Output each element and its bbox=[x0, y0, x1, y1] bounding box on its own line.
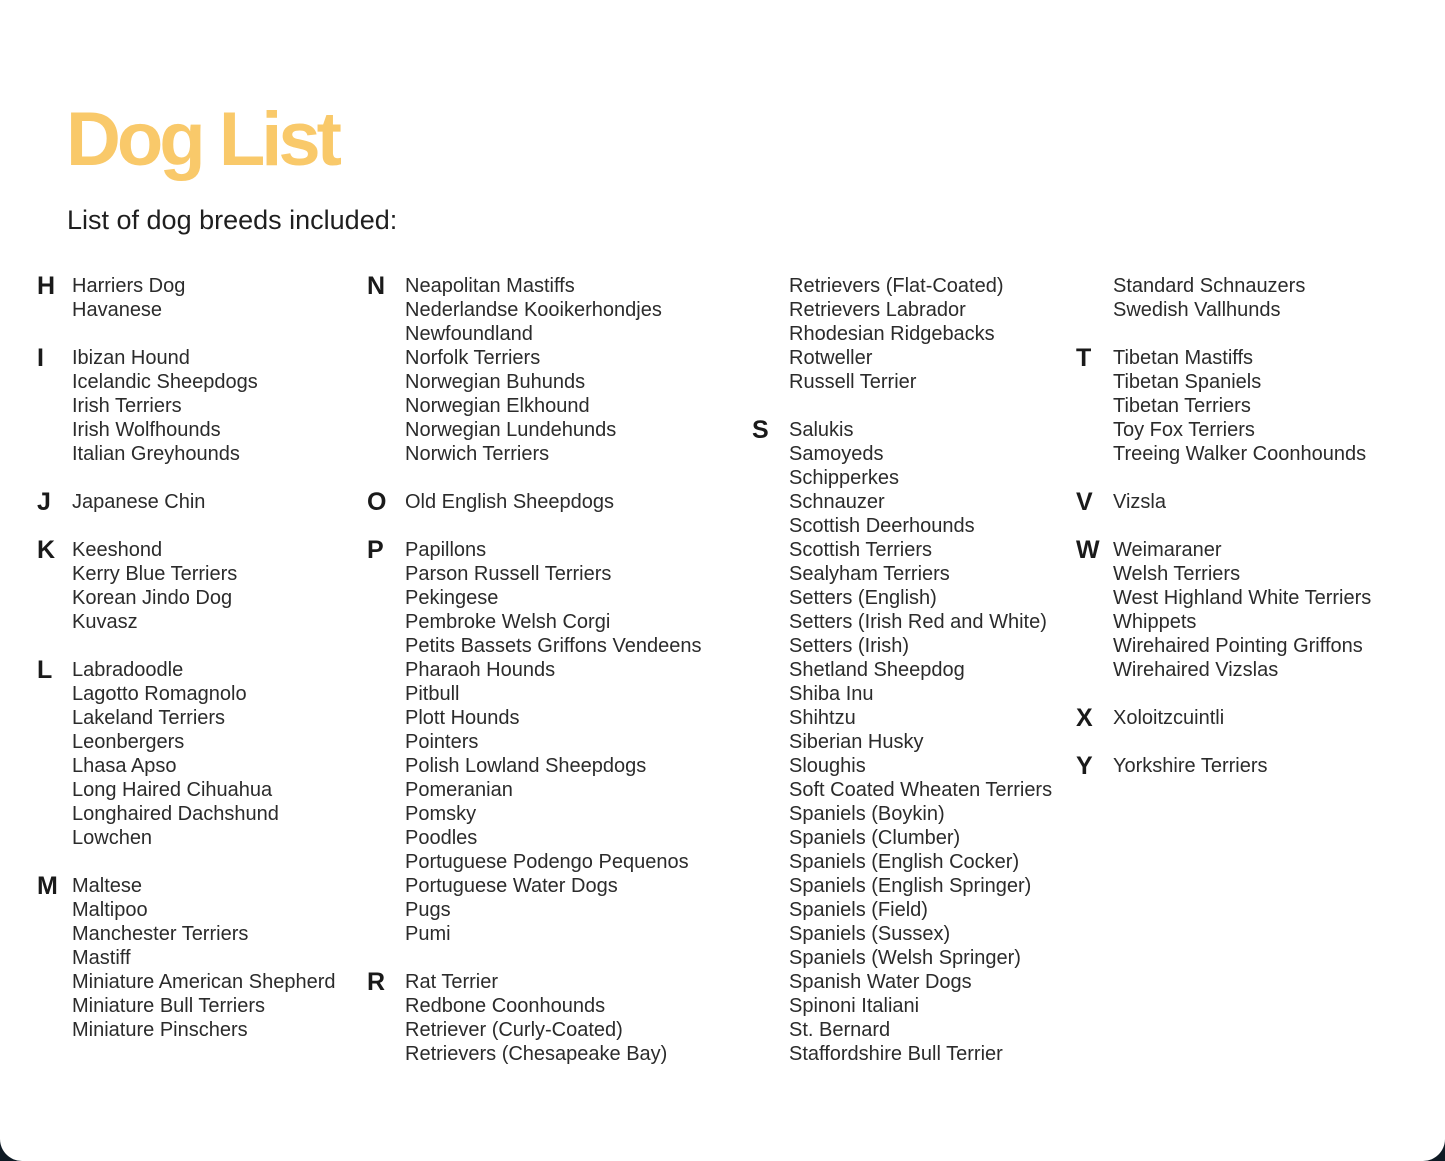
breed-list bbox=[72, 538, 237, 634]
breed-list bbox=[1113, 538, 1371, 682]
breed-name: Norwegian Buhunds bbox=[405, 371, 586, 393]
breed-name: Irish Terriers bbox=[72, 395, 182, 417]
breed-list bbox=[72, 490, 205, 514]
breed-name: Papillons bbox=[405, 539, 487, 561]
breed-name: Pumi bbox=[405, 923, 451, 945]
breed-name: Sloughis bbox=[789, 755, 866, 777]
breed-name: Wirehaired Vizslas bbox=[1113, 659, 1279, 681]
breed-column-3 bbox=[745, 274, 1070, 1094]
breed-column-2 bbox=[360, 274, 750, 1094]
section-letter: M bbox=[37, 872, 58, 900]
breed-name: Ibizan Hound bbox=[72, 347, 190, 369]
section-letter: L bbox=[37, 656, 53, 684]
breed-name: Manchester Terriers bbox=[72, 923, 249, 945]
breed-name: Setters (Irish Red and White) bbox=[789, 611, 1047, 633]
breed-name: Spaniels (English Springer) bbox=[789, 875, 1032, 897]
breed-name: Kuvasz bbox=[72, 611, 138, 633]
breed-name: Pembroke Welsh Corgi bbox=[405, 611, 611, 633]
breed-name: Neapolitan Mastiffs bbox=[405, 275, 575, 297]
breed-name: Rhodesian Ridgebacks bbox=[789, 323, 995, 345]
breed-name: Schnauzer bbox=[789, 491, 885, 513]
breed-name: Retrievers (Flat-Coated) bbox=[789, 275, 1004, 297]
breed-list bbox=[72, 658, 279, 850]
section-letter: S bbox=[752, 416, 769, 444]
breed-name: Tibetan Mastiffs bbox=[1113, 347, 1254, 369]
breed-name: Tibetan Spaniels bbox=[1113, 371, 1262, 393]
breed-name: Setters (Irish) bbox=[789, 635, 910, 657]
breed-name: Norfolk Terriers bbox=[405, 347, 541, 369]
section-letter: J bbox=[37, 488, 51, 516]
breed-name: Leonbergers bbox=[72, 731, 185, 753]
section-letter: O bbox=[367, 488, 387, 516]
breed-name: Retrievers Labrador bbox=[789, 299, 966, 321]
breed-name: Xoloitzcuintli bbox=[1113, 707, 1225, 729]
breed-name: Shetland Sheepdog bbox=[789, 659, 965, 681]
breed-name: Long Haired Cihuahua bbox=[72, 779, 273, 801]
breed-list bbox=[1113, 346, 1366, 466]
breed-list bbox=[1113, 274, 1305, 322]
breed-name: Wirehaired Pointing Griffons bbox=[1113, 635, 1363, 657]
breed-name: Spinoni Italiani bbox=[789, 995, 920, 1017]
breed-name: Pekingese bbox=[405, 587, 499, 609]
breed-name: Welsh Terriers bbox=[1113, 563, 1241, 585]
breed-name: Miniature Bull Terriers bbox=[72, 995, 266, 1017]
breed-name: Spaniels (English Cocker) bbox=[789, 851, 1020, 873]
breed-name: Soft Coated Wheaten Terriers bbox=[789, 779, 1053, 801]
breed-name: Yorkshire Terriers bbox=[1113, 755, 1268, 777]
breed-name: Parson Russell Terriers bbox=[405, 563, 612, 585]
breed-name: Korean Jindo Dog bbox=[72, 587, 233, 609]
breed-name: Shiba Inu bbox=[789, 683, 874, 705]
breed-name: Spanish Water Dogs bbox=[789, 971, 972, 993]
breed-list bbox=[72, 346, 258, 466]
breed-name: Norwegian Elkhound bbox=[405, 395, 590, 417]
breed-name: Spaniels (Field) bbox=[789, 899, 928, 921]
breed-column-1 bbox=[0, 274, 360, 1094]
page-title: Dog List bbox=[66, 97, 338, 182]
section-letter: N bbox=[367, 272, 386, 300]
breed-name: Spaniels (Welsh Springer) bbox=[789, 947, 1021, 969]
breed-list bbox=[72, 874, 335, 1042]
breed-name: Miniature American Shepherd bbox=[72, 971, 336, 993]
breed-name: Spaniels (Clumber) bbox=[789, 827, 961, 849]
breed-name: Scottish Deerhounds bbox=[789, 515, 975, 537]
breed-name: Salukis bbox=[789, 419, 854, 441]
breed-name: Japanese Chin bbox=[72, 491, 206, 513]
breed-column-4 bbox=[1070, 274, 1440, 1094]
breed-name: Poodles bbox=[405, 827, 478, 849]
breed-name: Norwich Terriers bbox=[405, 443, 550, 465]
section-letter: I bbox=[37, 344, 44, 372]
breed-name: Spaniels (Sussex) bbox=[789, 923, 951, 945]
breed-name: St. Bernard bbox=[789, 1019, 891, 1041]
breed-name: Treeing Walker Coonhounds bbox=[1113, 443, 1367, 465]
breed-name: Italian Greyhounds bbox=[72, 443, 240, 465]
breed-name: Polish Lowland Sheepdogs bbox=[405, 755, 647, 777]
breed-name: Redbone Coonhounds bbox=[405, 995, 606, 1017]
breed-list bbox=[405, 970, 667, 1066]
breed-name: Kerry Blue Terriers bbox=[72, 563, 238, 585]
breed-name: Sealyham Terriers bbox=[789, 563, 950, 585]
breed-name: Lagotto Romagnolo bbox=[72, 683, 247, 705]
breed-name: Standard Schnauzers bbox=[1113, 275, 1306, 297]
breed-name: Maltese bbox=[72, 875, 143, 897]
section-letter: X bbox=[1076, 704, 1093, 732]
breed-name: Plott Hounds bbox=[405, 707, 520, 729]
breed-list bbox=[789, 418, 1052, 1066]
breed-list bbox=[405, 538, 701, 946]
breed-name: Scottish Terriers bbox=[789, 539, 933, 561]
breed-name: Retriever (Curly-Coated) bbox=[405, 1019, 623, 1041]
breed-name: Maltipoo bbox=[72, 899, 148, 921]
breed-name: Swedish Vallhunds bbox=[1113, 299, 1281, 321]
breed-name: Toy Fox Terriers bbox=[1113, 419, 1255, 441]
breed-name: Vizsla bbox=[1113, 491, 1166, 513]
breed-name: Icelandic Sheepdogs bbox=[72, 371, 258, 393]
breed-name: Miniature Pinschers bbox=[72, 1019, 248, 1041]
breed-list bbox=[72, 274, 185, 322]
breed-name: Harriers Dog bbox=[72, 275, 186, 297]
breed-name: Pomeranian bbox=[405, 779, 513, 801]
breed-name: Pointers bbox=[405, 731, 479, 753]
breed-name: Irish Wolfhounds bbox=[72, 419, 221, 441]
breed-name: Pugs bbox=[405, 899, 451, 921]
breed-list bbox=[1113, 490, 1166, 514]
breed-name: Russell Terrier bbox=[789, 371, 917, 393]
breed-name: Old English Sheepdogs bbox=[405, 491, 615, 513]
breed-name: Rat Terrier bbox=[405, 971, 498, 993]
breed-name: Samoyeds bbox=[789, 443, 884, 465]
breed-name: Retrievers (Chesapeake Bay) bbox=[405, 1043, 668, 1065]
breed-name: Nederlandse Kooikerhondjes bbox=[405, 299, 662, 321]
breed-name: Labradoodle bbox=[72, 659, 184, 681]
breed-name: Pharaoh Hounds bbox=[405, 659, 556, 681]
section-letter: T bbox=[1076, 344, 1092, 372]
breed-name: Portuguese Podengo Pequenos bbox=[405, 851, 689, 873]
breed-name: Weimaraner bbox=[1113, 539, 1222, 561]
breed-name: Havanese bbox=[72, 299, 163, 321]
breed-name: Portuguese Water Dogs bbox=[405, 875, 618, 897]
page-subtitle: List of dog breeds included: bbox=[67, 205, 398, 235]
breed-name: Lhasa Apso bbox=[72, 755, 177, 777]
breed-name: Schipperkes bbox=[789, 467, 900, 489]
breed-name: Mastiff bbox=[72, 947, 131, 969]
section-letter: R bbox=[367, 968, 386, 996]
breed-name: Keeshond bbox=[72, 539, 163, 561]
breed-name: Pomsky bbox=[405, 803, 477, 825]
section-letter: K bbox=[37, 536, 56, 564]
breed-name: Whippets bbox=[1113, 611, 1197, 633]
breed-list bbox=[405, 490, 614, 514]
section-letter: H bbox=[37, 272, 56, 300]
breed-name: Lowchen bbox=[72, 827, 153, 849]
breed-name: Siberian Husky bbox=[789, 731, 924, 753]
breed-name: Norwegian Lundehunds bbox=[405, 419, 617, 441]
section-letter: V bbox=[1076, 488, 1093, 516]
breed-name: Lakeland Terriers bbox=[72, 707, 226, 729]
breed-list bbox=[405, 274, 662, 466]
breed-list bbox=[1113, 754, 1268, 778]
breed-name: Rotweller bbox=[789, 347, 873, 369]
breed-name: Staffordshire Bull Terrier bbox=[789, 1043, 1003, 1065]
breed-list bbox=[1113, 706, 1224, 730]
breed-name: Petits Bassets Griffons Vendeens bbox=[405, 635, 702, 657]
breed-name: Shihtzu bbox=[789, 707, 856, 729]
breed-name: Newfoundland bbox=[405, 323, 533, 345]
section-letter: W bbox=[1076, 536, 1100, 564]
breed-name: West Highland White Terriers bbox=[1113, 587, 1372, 609]
breed-name: Longhaired Dachshund bbox=[72, 803, 279, 825]
section-letter: P bbox=[367, 536, 384, 564]
breed-name: Spaniels (Boykin) bbox=[789, 803, 945, 825]
breed-name: Pitbull bbox=[405, 683, 460, 705]
breed-list bbox=[789, 274, 1004, 394]
section-letter: Y bbox=[1076, 752, 1093, 780]
breed-name: Tibetan Terriers bbox=[1113, 395, 1251, 417]
breed-name: Setters (English) bbox=[789, 587, 937, 609]
